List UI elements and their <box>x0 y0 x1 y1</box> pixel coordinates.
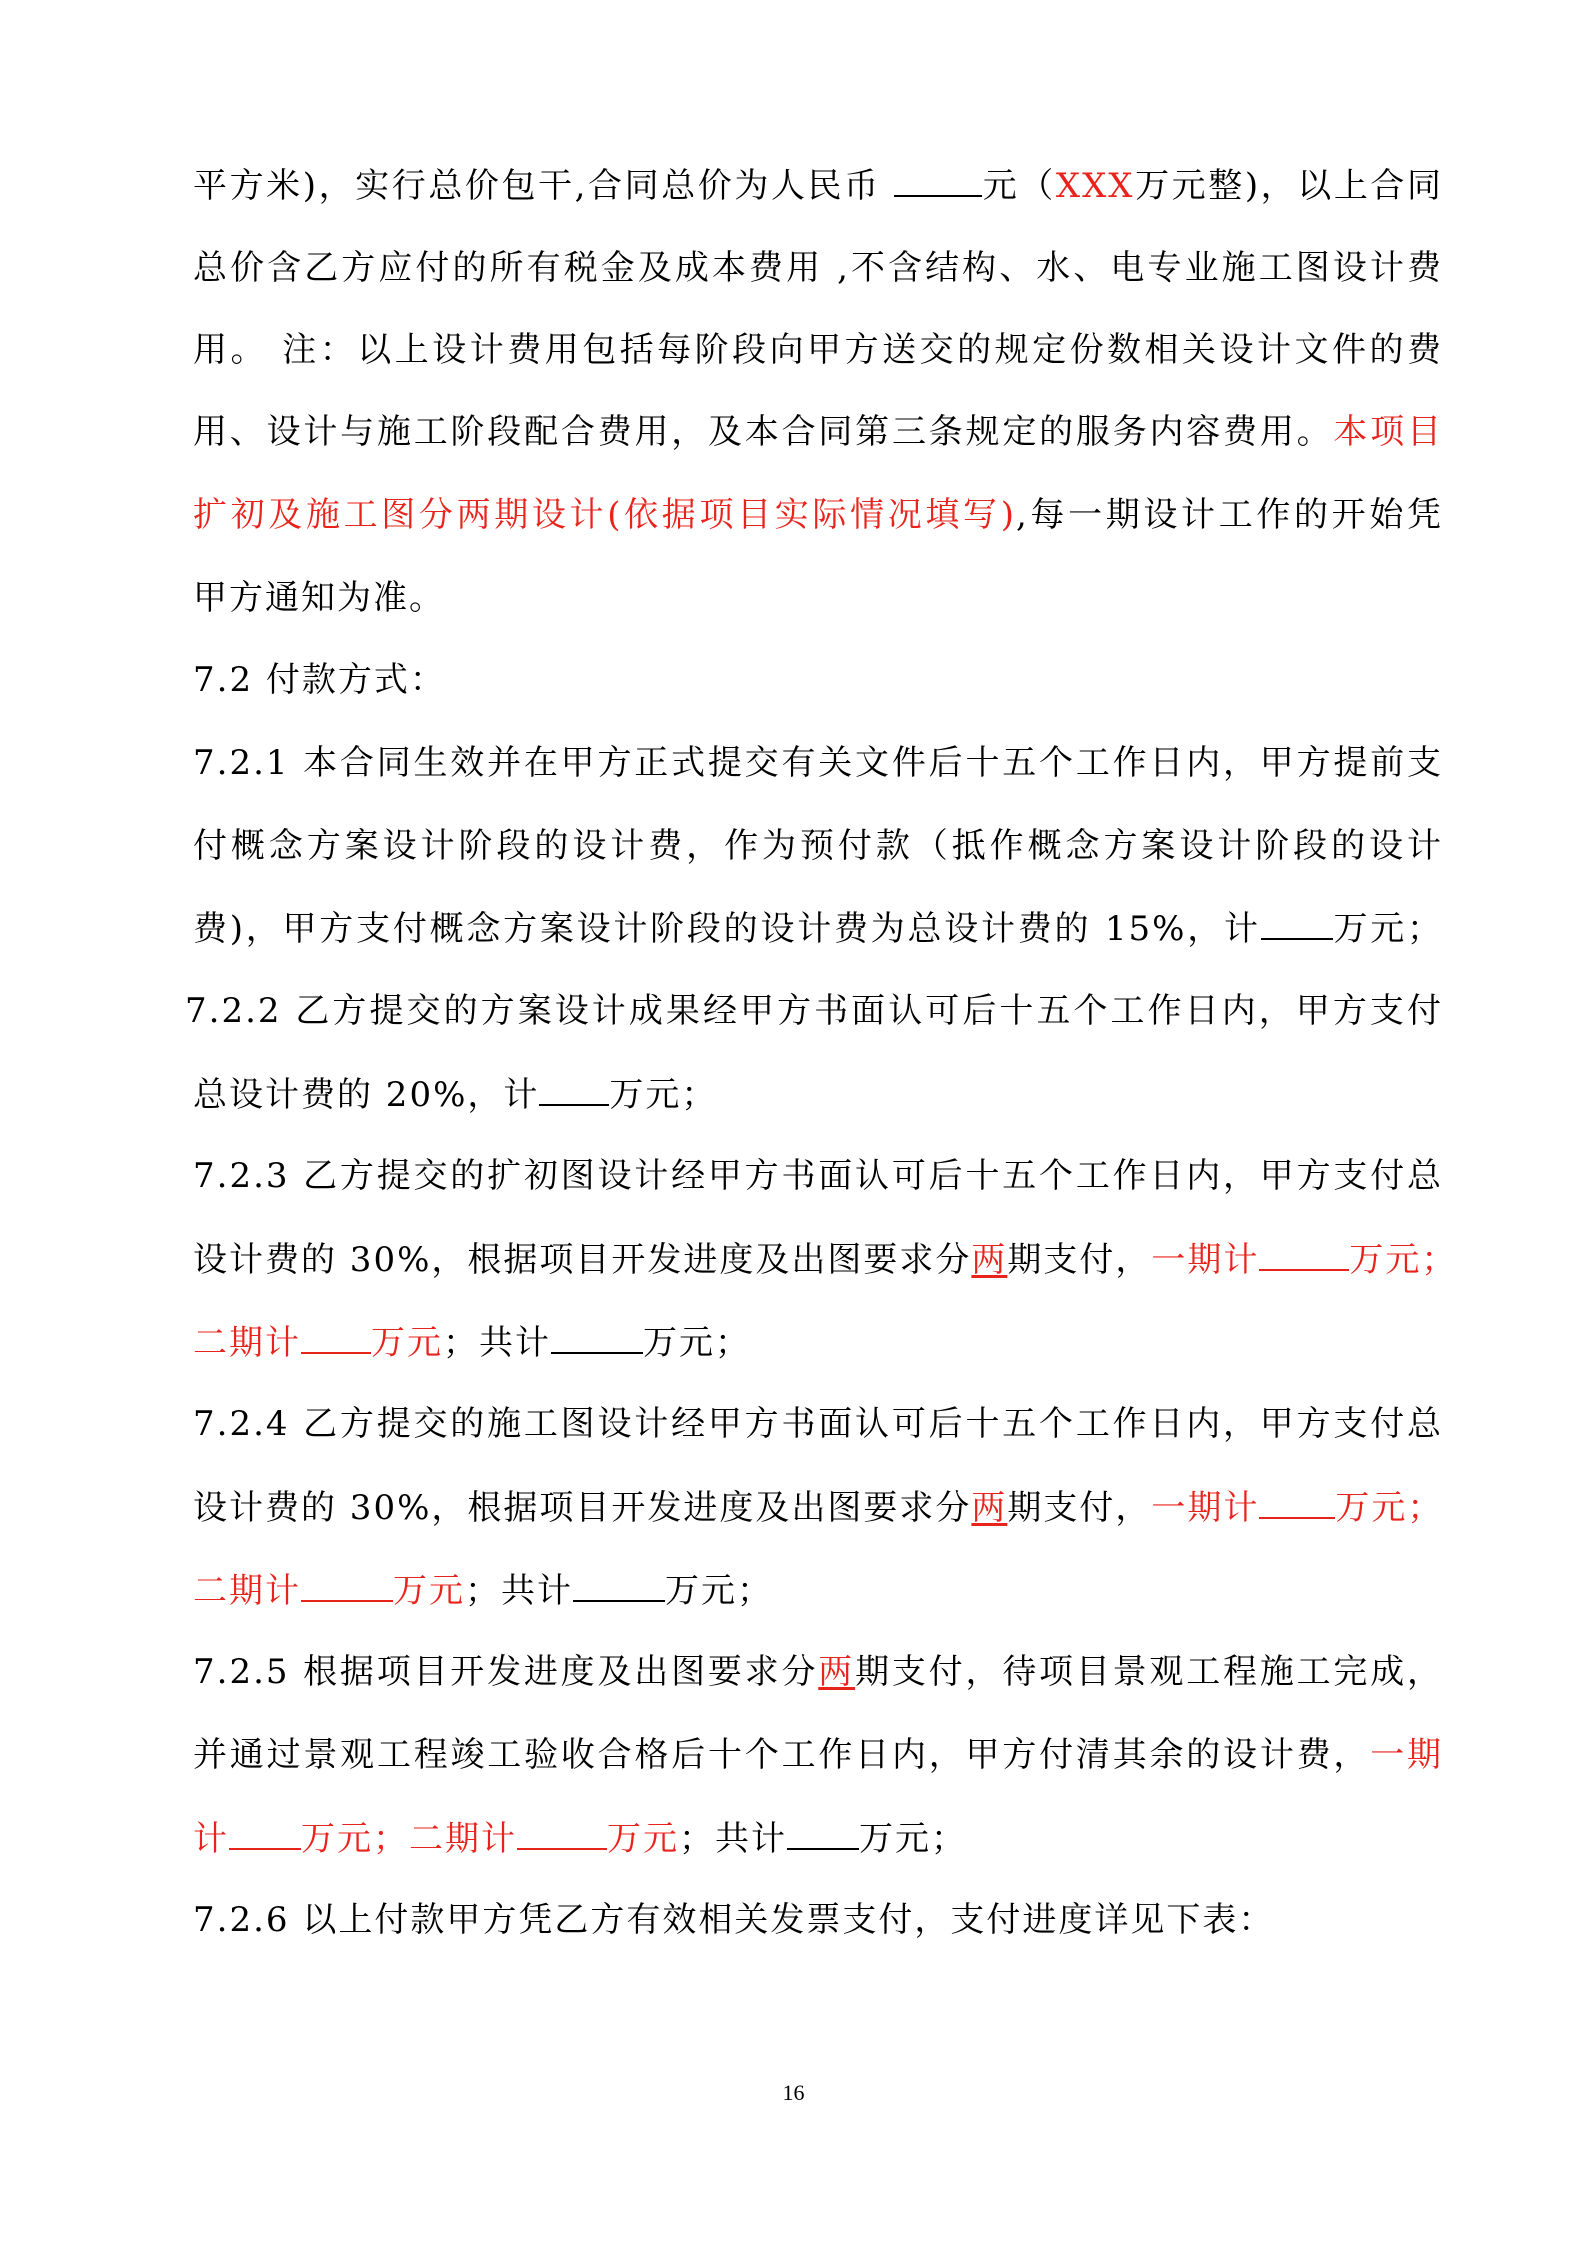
clause-line <box>193 908 1443 952</box>
fill-blank <box>517 1818 607 1850</box>
clause-line <box>193 1074 1443 1118</box>
text-segment: 万元整)，以上合同 <box>1134 166 1443 206</box>
clause-line <box>193 1570 1443 1614</box>
text-segment: 万元； <box>643 1323 751 1363</box>
clause-line <box>193 1239 1458 1283</box>
fill-blank <box>1259 1487 1335 1519</box>
red-note: 万元 <box>607 1819 679 1859</box>
text-segment: 用、设计与施工阶段配合费用，及本合同第三条规定的服务内容费用。 <box>193 412 1334 452</box>
clause-line: 7.2.1 本合同生效并在甲方正式提交有关文件后十五个工作日内，甲方提前支 <box>193 743 1443 783</box>
red-note: 计 <box>193 1819 229 1859</box>
clause-line: 付概念方案设计阶段的设计费，作为预付款（抵作概念方案设计阶段的设计 <box>193 826 1443 866</box>
clause-line <box>193 1487 1443 1531</box>
red-underlined-word: 两 <box>971 1240 1008 1280</box>
red-note: 一期计 <box>1151 1488 1260 1528</box>
clause-line <box>193 1735 1443 1779</box>
paragraph-line <box>193 165 1443 209</box>
section-heading: 7.2 付款方式： <box>193 660 446 700</box>
text-segment: 万元； <box>1332 909 1444 949</box>
red-note: 万元； <box>1335 1488 1444 1528</box>
fill-blank <box>301 1570 393 1602</box>
text-segment: 7.2.5 根据项目开发进度及出图要求分 <box>193 1652 819 1692</box>
text-segment: ；共计 <box>443 1323 551 1363</box>
text-segment: 设计费的 30%，根据项目开发进度及出图要求分 <box>193 1488 972 1528</box>
red-note: 二期计 <box>193 1323 301 1363</box>
text-segment: ,每一期设计工作的开始凭 <box>1015 495 1443 535</box>
text-segment: 万元； <box>609 1075 718 1115</box>
text-segment: ；共计 <box>465 1571 573 1611</box>
red-underlined-word: 两 <box>971 1488 1008 1528</box>
clause-line: 7.2.3 乙方提交的扩初图设计经甲方书面认可后十五个工作日内，甲方支付总 <box>193 1156 1443 1196</box>
clause-line: 7.2.2 乙方提交的方案设计成果经甲方书面认可后十五个工作日内，甲方支付 <box>185 991 1443 1031</box>
fill-blank <box>551 1322 643 1354</box>
fill-blank <box>894 165 982 197</box>
fill-blank <box>573 1570 665 1602</box>
text-segment: 万元； <box>665 1571 773 1611</box>
paragraph-line: 用。 注：以上设计费用包括每阶段向甲方送交的规定份数相关设计文件的费 <box>193 330 1443 370</box>
text-segment: 平方米)，实行总价包干,合同总价为人民币 <box>193 166 895 206</box>
red-note: 万元 <box>371 1323 443 1363</box>
red-note: 万元； <box>1349 1240 1458 1280</box>
red-note: 一期计 <box>1151 1240 1260 1280</box>
text-segment: 并通过景观工程竣工验收合格后十个工作日内，甲方付清其余的设计费， <box>193 1735 1371 1775</box>
fill-blank <box>1259 1239 1349 1271</box>
fill-blank <box>229 1818 301 1850</box>
clause-line <box>193 1652 1443 1696</box>
red-note: 扩初及施工图分两期设计(依据项目实际情况填写) <box>193 495 1016 535</box>
text-segment: 期支付， <box>1007 1488 1152 1528</box>
paragraph-line <box>193 412 1443 456</box>
red-note: 一期 <box>1370 1735 1444 1775</box>
page-number: 16 <box>782 2080 805 2105</box>
clause-line <box>193 1818 1443 1862</box>
paragraph-line: 甲方通知为准。 <box>193 578 445 618</box>
fill-blank <box>539 1074 609 1106</box>
text-segment: 期支付，待项目景观工程施工完成， <box>855 1652 1443 1692</box>
text-segment: 万元； <box>859 1819 967 1859</box>
placeholder-amount: XXX <box>1055 166 1135 206</box>
red-note: 本项目 <box>1333 412 1443 452</box>
fill-blank <box>1261 908 1333 940</box>
clause-line: 7.2.6 以上付款甲方凭乙方有效相关发票支付，支付进度详见下表： <box>193 1900 1275 1940</box>
paragraph-line: 总价含乙方应付的所有税金及成本费用 ,不含结构、水、电专业施工图设计费 <box>193 248 1443 288</box>
text-segment: 设计费的 30%，根据项目开发进度及出图要求分 <box>193 1240 972 1280</box>
red-underlined-word: 两 <box>818 1652 856 1692</box>
red-note: 万元 <box>393 1571 465 1611</box>
text-segment: ；共计 <box>679 1819 787 1859</box>
fill-blank <box>301 1322 371 1354</box>
clause-line <box>193 1322 1443 1366</box>
text-segment: 元（ <box>982 166 1056 206</box>
paragraph-line <box>193 495 1443 539</box>
red-note: 二期计 <box>193 1571 301 1611</box>
text-segment: 期支付， <box>1007 1240 1152 1280</box>
red-note: 万元；二期计 <box>301 1819 517 1859</box>
text-segment: 费)，甲方支付概念方案设计阶段的设计费为总设计费的 15%，计 <box>193 909 1261 949</box>
clause-line: 7.2.4 乙方提交的施工图设计经甲方书面认可后十五个工作日内，甲方支付总 <box>193 1404 1443 1444</box>
fill-blank <box>787 1818 859 1850</box>
text-segment: 总设计费的 20%，计 <box>193 1075 540 1115</box>
